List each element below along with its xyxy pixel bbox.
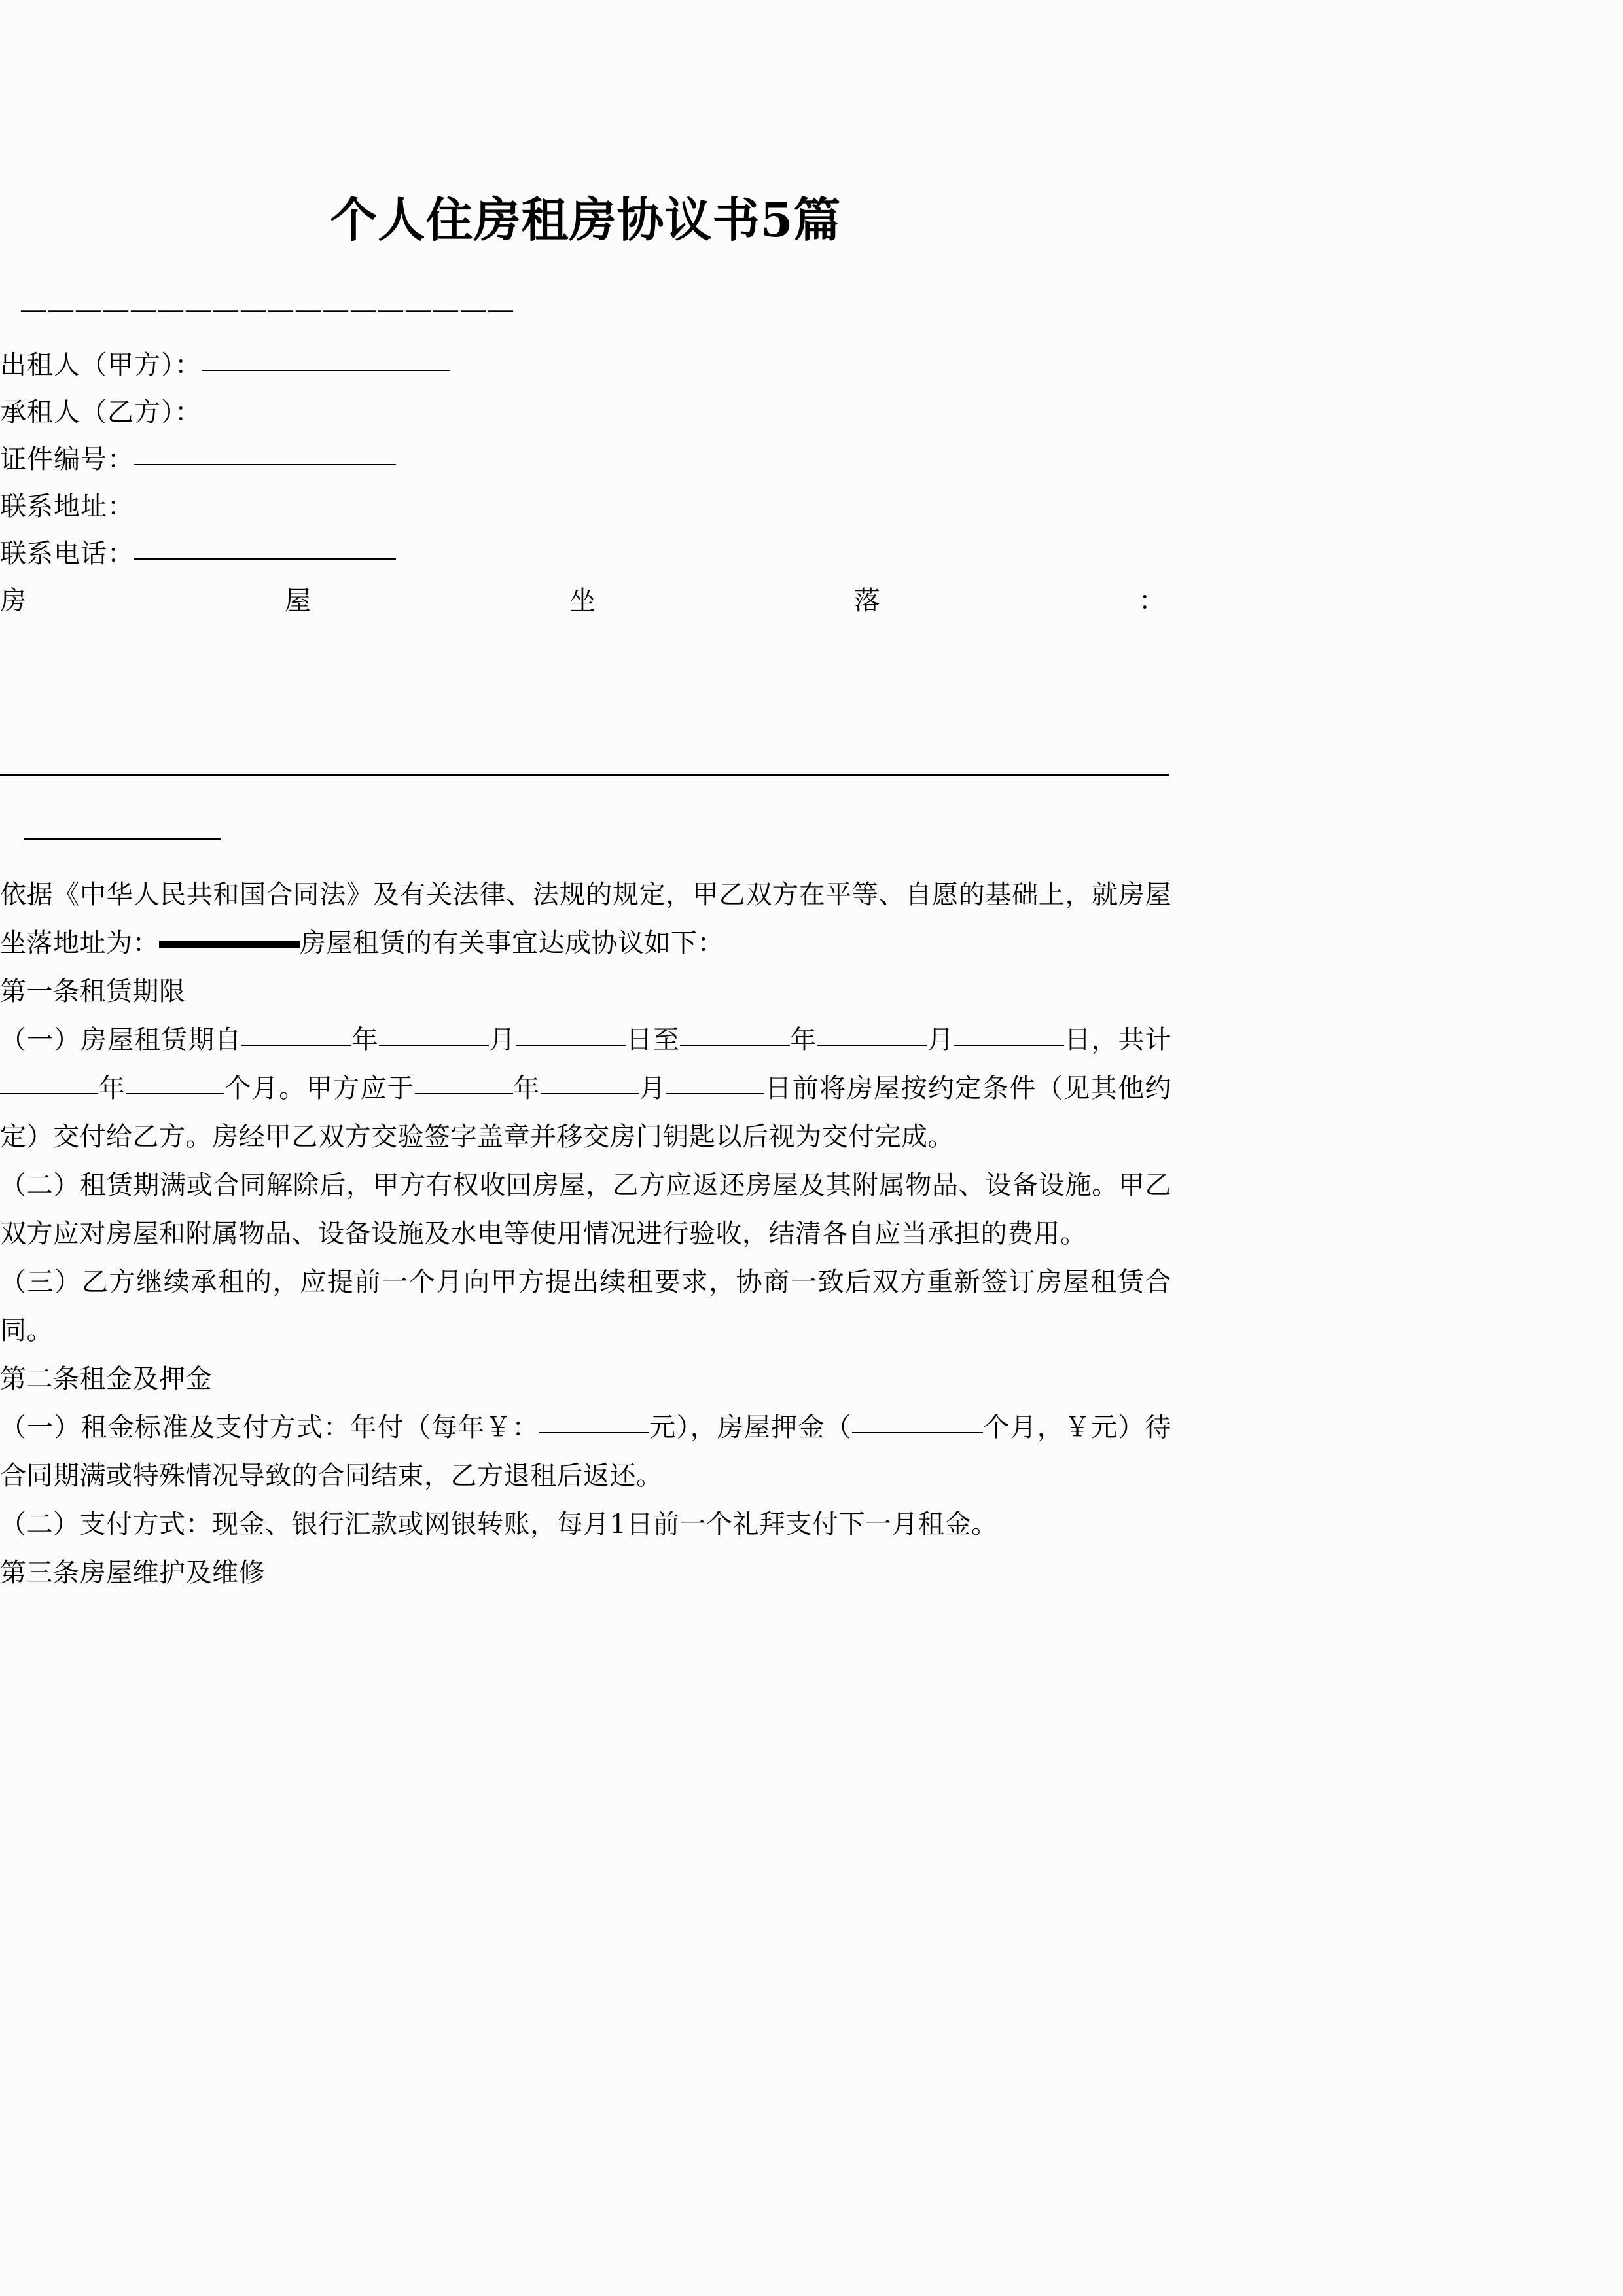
clause-2-1-seg-1: 元），房屋押金（ xyxy=(649,1412,852,1443)
preamble-text-part2: 房屋租赁的有关事宜达成协议如下： xyxy=(300,928,724,958)
title-divider: —————————————————— xyxy=(20,293,514,325)
blank-deposit-months[interactable] xyxy=(852,1432,983,1433)
clause-1-1-seg-2: 月 xyxy=(488,1025,516,1055)
property-location-char-1: 房 xyxy=(0,586,26,616)
blank-start-month[interactable] xyxy=(379,1045,489,1046)
clause-1-1-seg-1: 年 xyxy=(351,1025,379,1055)
clause-1-1-seg-8: 个月。甲方应于 xyxy=(224,1073,415,1103)
party-info-block xyxy=(0,342,1171,624)
blank-start-year[interactable] xyxy=(241,1045,351,1046)
clause-1-1-seg-10: 月 xyxy=(638,1073,667,1103)
preamble-text-part1: 依据《中华人民共和国合同法》及有关法律、法规的规定，甲乙双方在平等、自愿的基础上，就房屋坐落地址为： xyxy=(0,880,1171,958)
property-location-char-4: 落 xyxy=(854,586,880,616)
clause-1-1-seg-6: 日，共计 xyxy=(1063,1025,1172,1055)
article-3-heading: 第三条房屋维护及维修 xyxy=(0,1558,265,1588)
field-row-tenant xyxy=(0,389,1171,436)
blank-end-day[interactable] xyxy=(954,1045,1064,1046)
preamble-blank-address[interactable] xyxy=(159,941,300,948)
clause-1-1-seg-0: （一）房屋租赁期自 xyxy=(0,1025,242,1055)
property-location-colon: ： xyxy=(1139,586,1165,616)
blank-handover-day[interactable] xyxy=(666,1093,764,1094)
blank-total-months[interactable] xyxy=(126,1093,224,1094)
blank-start-day[interactable] xyxy=(516,1045,626,1046)
clause-2-1-seg-2: 个月，￥元）待合同期满或特殊情况导致的合同结束，乙方退租后返还。 xyxy=(0,1412,1172,1491)
article-1-clause-3: （三）乙方继续承租的，应提前一个月向甲方提出续租要求，协商一致后双方重新签订房屋租赁合同。 xyxy=(0,1267,1171,1346)
clause-1-1-seg-4: 年 xyxy=(789,1025,817,1055)
contract-body xyxy=(0,870,1171,1597)
clause-1-1-seg-7: 年 xyxy=(98,1073,126,1103)
clause-1-1-seg-3: 日至 xyxy=(626,1025,680,1055)
field-blank-phone[interactable] xyxy=(134,558,396,560)
field-row-id-number xyxy=(0,436,1171,483)
field-blank-landlord[interactable] xyxy=(202,370,450,371)
article-1-heading xyxy=(0,967,1171,1016)
field-blank-id-number[interactable] xyxy=(134,464,396,465)
clause-2-1-seg-0: （一）租金标准及支付方式：年付（每年￥： xyxy=(0,1412,539,1443)
article-2-clause-1 xyxy=(0,1403,1171,1500)
page-title: 个人住房租房协议书5篇 xyxy=(330,192,842,247)
address-rule-long[interactable] xyxy=(0,774,1169,776)
field-row-landlord xyxy=(0,342,1171,389)
blank-total-years[interactable] xyxy=(0,1093,98,1094)
blank-handover-month[interactable] xyxy=(541,1093,639,1094)
field-row-property-location xyxy=(0,577,1165,624)
field-label-landlord: 出租人（甲方）： xyxy=(0,350,202,380)
property-location-char-3: 坐 xyxy=(569,586,596,616)
field-label-address: 联系地址： xyxy=(0,492,134,522)
article-1-clause-1 xyxy=(0,1016,1171,1161)
article-1-clause-2: （二）租赁期满或合同解除后，甲方有权收回房屋，乙方应返还房屋及其附属物品、设备设施。甲乙双方应对房屋和附属物品、设备设施及水电等使用情况进行验收，结清各自应当承担的费用。 xyxy=(0,1170,1171,1249)
field-row-phone xyxy=(0,530,1171,577)
article-1-heading-text: 第一条租赁期限 xyxy=(0,977,186,1007)
preamble-paragraph xyxy=(0,870,1171,967)
clause-1-1-seg-5: 月 xyxy=(927,1025,954,1055)
blank-handover-year[interactable] xyxy=(415,1093,513,1094)
blank-annual-rent[interactable] xyxy=(539,1432,649,1433)
field-label-id-number: 证件编号： xyxy=(0,444,134,475)
article-2-clause-2: （二）支付方式：现金、银行汇款或网银转账，每月1日前一个礼拜支付下一月租金。 xyxy=(0,1509,998,1539)
blank-end-month[interactable] xyxy=(817,1045,927,1046)
blank-end-year[interactable] xyxy=(680,1045,790,1046)
property-location-char-2: 屋 xyxy=(285,586,311,616)
field-row-address xyxy=(0,483,1171,530)
field-label-phone: 联系电话： xyxy=(0,539,134,569)
clause-1-1-seg-9: 年 xyxy=(512,1073,541,1103)
clause-1-1-seg-11: 日前将房屋按约定条件（见其他约定）交付给乙方。房经甲乙双方交验签字盖章并移交房门钥匙以后视为交付完成。 xyxy=(0,1073,1172,1152)
article-2-heading: 第二条租金及押金 xyxy=(0,1364,212,1394)
field-label-tenant: 承租人（乙方）： xyxy=(0,397,202,427)
address-rule-short[interactable] xyxy=(24,838,221,840)
